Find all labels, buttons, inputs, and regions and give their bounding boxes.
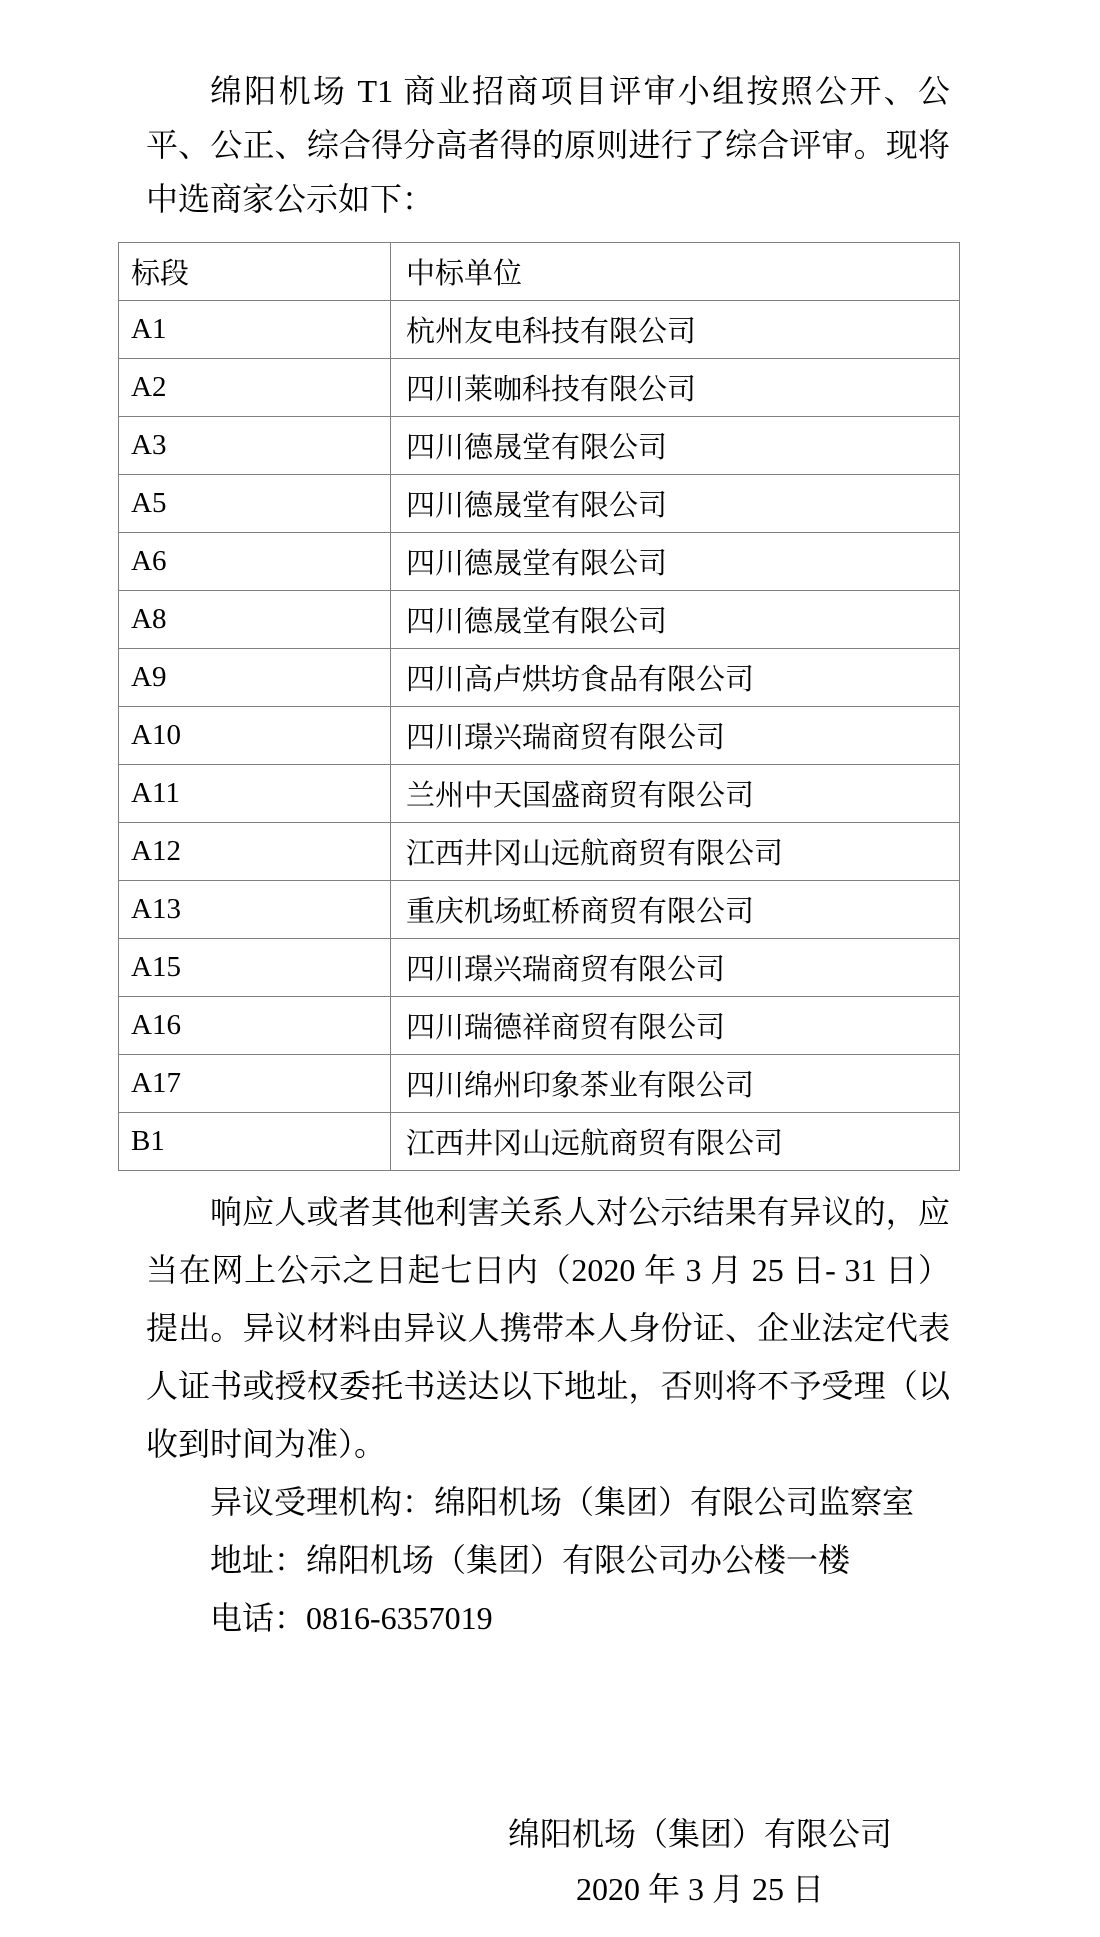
table-row (119, 533, 960, 591)
table-row (119, 939, 960, 997)
section-cell: A1 (119, 301, 391, 359)
section-cell: A15 (119, 939, 391, 997)
signature-date: 2020 年 3 月 25 日 (575, 1871, 824, 1907)
section-cell: B1 (119, 1113, 391, 1171)
table-row (119, 1055, 960, 1113)
section-cell: A17 (119, 1055, 391, 1113)
winner-cell: 四川瑞德祥商贸有限公司 (391, 997, 960, 1055)
section-cell: A13 (119, 881, 391, 939)
section-cell: A3 (119, 417, 391, 475)
table-row (119, 649, 960, 707)
table-row (119, 765, 960, 823)
section-cell: A16 (119, 997, 391, 1055)
col-header-winner: 中标单位 (391, 243, 960, 301)
winner-cell: 重庆机场虹桥商贸有限公司 (391, 881, 960, 939)
section-cell: A2 (119, 359, 391, 417)
table-row (119, 997, 960, 1055)
winner-cell: 四川德晟堂有限公司 (391, 533, 960, 591)
signature-block (450, 1807, 950, 1917)
table-row (119, 707, 960, 765)
objection-paragraph: 响应人或者其他利害关系人对公示结果有异议的，应当在网上公示之日起七日内（2020 年 3 月 25 日- 31 日）提出。异议材料由异议人携带本人身份证、企业法定代表人证书或授权委托书送达以下地址，否则将不予受理（以收到时间为准）。 (146, 1194, 950, 1462)
section-cell: A8 (119, 591, 391, 649)
address-line: 地址：绵阳机场（集团）有限公司办公楼一楼 (210, 1542, 851, 1578)
winner-cell: 四川德晟堂有限公司 (391, 417, 960, 475)
table-header-row (119, 243, 960, 301)
table-row (119, 417, 960, 475)
winner-cell: 四川德晟堂有限公司 (391, 591, 960, 649)
section-cell: A9 (119, 649, 391, 707)
table-row (119, 359, 960, 417)
signature-company: 绵阳机场（集团）有限公司 (507, 1816, 892, 1852)
phone-line: 电话：0816-6357019 (210, 1600, 493, 1636)
section-cell: A12 (119, 823, 391, 881)
winner-cell: 四川绵州印象茶业有限公司 (391, 1055, 960, 1113)
winner-cell: 江西井冈山远航商贸有限公司 (391, 823, 960, 881)
winner-cell: 江西井冈山远航商贸有限公司 (391, 1113, 960, 1171)
section-cell: A5 (119, 475, 391, 533)
table-row (119, 823, 960, 881)
winner-cell: 四川高卢烘坊食品有限公司 (391, 649, 960, 707)
winner-cell: 四川璟兴瑞商贸有限公司 (391, 939, 960, 997)
winner-cell: 四川德晟堂有限公司 (391, 475, 960, 533)
winner-cell: 四川莱咖科技有限公司 (391, 359, 960, 417)
col-header-section: 标段 (119, 243, 391, 301)
table-row (119, 301, 960, 359)
winner-cell: 杭州友电科技有限公司 (391, 301, 960, 359)
winner-cell: 四川璟兴瑞商贸有限公司 (391, 707, 960, 765)
section-cell: A11 (119, 765, 391, 823)
table-row (119, 881, 960, 939)
objection-agency-line: 异议受理机构：绵阳机场（集团）有限公司监察室 (210, 1484, 915, 1520)
table-row (119, 475, 960, 533)
table-row (119, 1113, 960, 1171)
section-cell: A6 (119, 533, 391, 591)
intro-paragraph: 绵阳机场 T1 商业招商项目评审小组按照公开、公平、公正、综合得分高者得的原则进行了综合评审。现将中选商家公示如下： (146, 73, 950, 217)
table-row (119, 591, 960, 649)
winner-cell: 兰州中天国盛商贸有限公司 (391, 765, 960, 823)
award-table (118, 242, 960, 1171)
section-cell: A10 (119, 707, 391, 765)
